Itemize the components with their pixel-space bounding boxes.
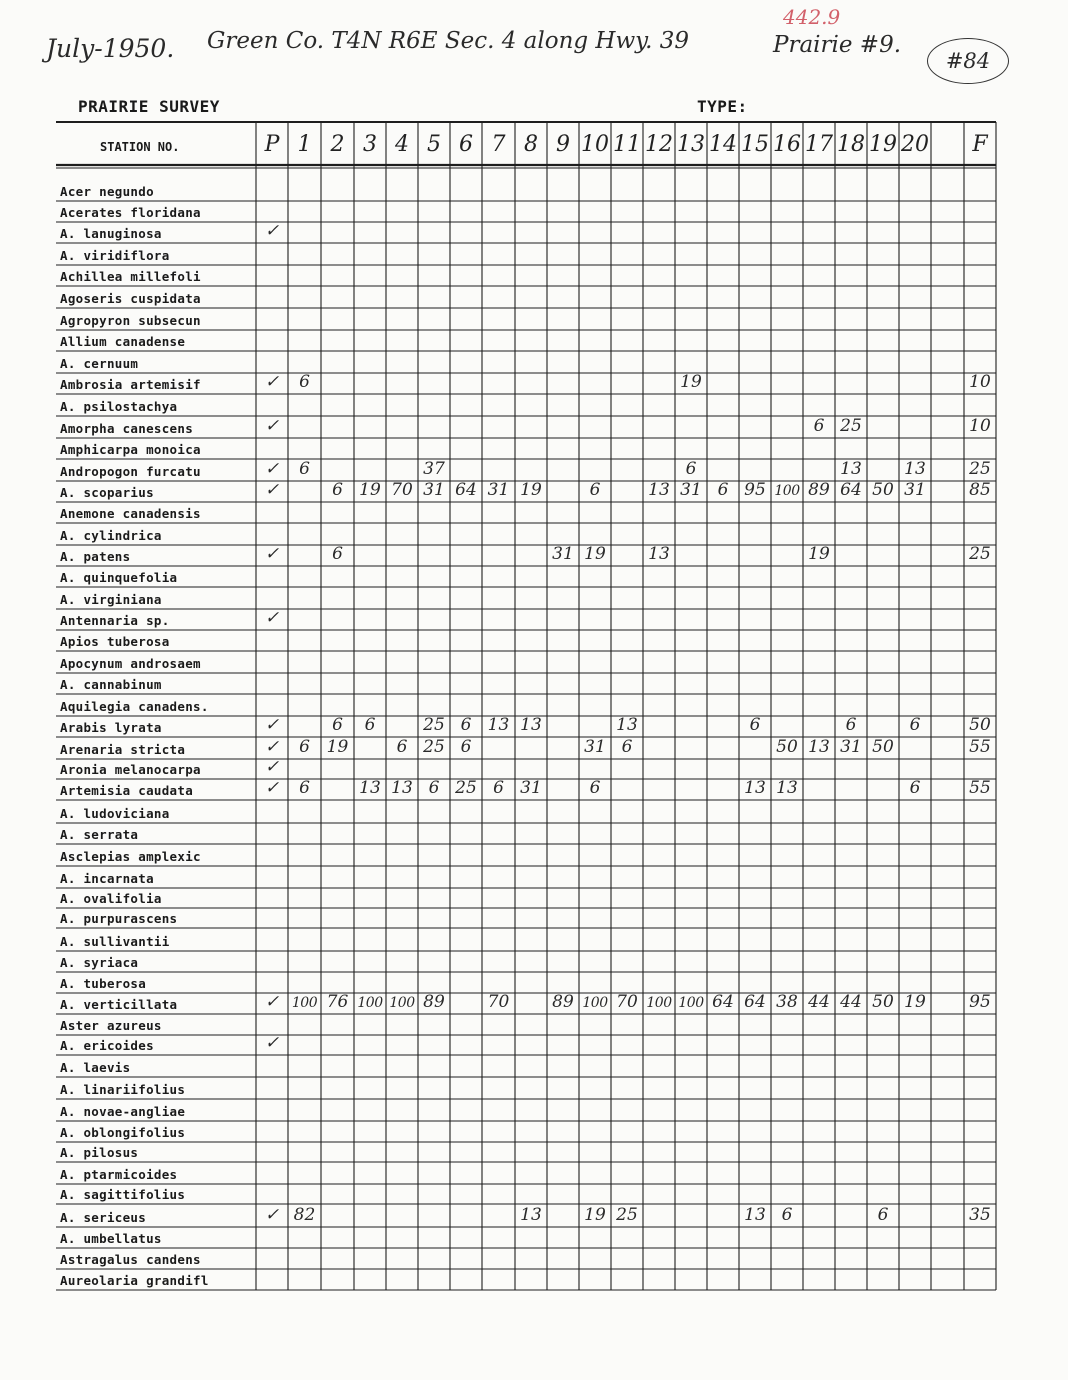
column-header-3: 3 [363,132,377,157]
station-value: 19 [520,480,542,500]
species-name: A. verticillata [60,997,178,1012]
station-value: 6 [749,715,761,735]
station-value: 64 [840,480,862,500]
species-name: Aureolaria grandifl [60,1273,209,1288]
station-value: 31 [423,480,445,500]
station-value: 70 [616,992,638,1012]
prairie-label: Prairie #9. [773,32,902,58]
frequency-value: 10 [969,372,991,392]
column-header-6: 6 [459,132,473,157]
station-value: 19 [326,737,349,757]
species-name: A. tuberosa [60,976,147,991]
station-value: 25 [423,737,445,757]
species-name: A. viridiflora [60,248,170,263]
station-value: 6 [493,778,504,798]
species-name: A. virginiana [60,592,162,607]
species-name: A. cernuum [60,356,139,371]
frequency-value: 95 [969,992,991,1012]
species-name: Agropyron subsecun [60,313,201,328]
station-value: 6 [332,715,343,735]
survey-location: Green Co. T4N R6E Sec. 4 along Hwy. 39 [207,28,689,54]
presence-mark: ✓ [264,372,280,392]
station-header: STATION NO. [100,140,180,154]
station-value: 6 [781,1205,793,1225]
species-name: Asclepias amplexic [60,849,201,864]
presence-mark: ✓ [264,480,280,500]
station-value: 25 [423,715,445,735]
station-value: 6 [845,715,857,735]
station-value: 6 [621,737,633,757]
frequency-value: 50 [969,715,991,735]
species-name: A. quinquefolia [60,570,178,585]
station-value: 19 [584,1205,606,1225]
frequency-value: 25 [969,544,991,564]
column-header-P: P [264,132,280,157]
species-name: Andropogon furcatu [60,464,201,479]
station-value: 6 [299,372,310,392]
station-value: 44 [808,992,830,1012]
station-value: 13 [648,480,670,500]
station-value: 6 [428,778,440,798]
species-name: A. ludoviciana [60,806,170,821]
station-value: 100 [357,995,383,1011]
species-name: Anemone canadensis [60,506,201,521]
station-value: 6 [589,778,601,798]
station-value: 31 [840,737,862,757]
species-name: A. linariifolius [60,1082,186,1097]
station-value: 6 [717,480,729,500]
species-name: A. incarnata [60,871,154,886]
column-header-4: 4 [395,132,409,157]
frequency-value: 35 [969,1205,991,1225]
station-value: 70 [391,480,413,500]
station-value: 6 [589,480,601,500]
stamp-text: #84 [945,49,991,73]
species-name: A. scoparius [60,485,154,500]
station-value: 6 [460,715,472,735]
station-value: 19 [359,480,381,500]
column-header-10: 10 [581,132,609,157]
presence-mark: ✓ [264,778,280,798]
presence-mark: ✓ [264,544,280,564]
station-value: 38 [776,992,798,1012]
frequency-value: 25 [969,459,991,479]
column-header-11: 11 [613,132,641,157]
presence-mark: ✓ [264,459,280,479]
station-value: 64 [455,480,477,500]
station-value: 31 [584,737,606,757]
station-value: 13 [744,778,766,798]
station-value: 6 [396,737,408,757]
column-header-17: 17 [805,132,833,157]
station-value: 31 [520,778,542,798]
column-header-9: 9 [556,132,570,157]
column-header-20: 20 [901,132,929,157]
station-value: 25 [840,416,862,436]
station-value: 13 [776,778,798,798]
station-value: 6 [299,778,310,798]
presence-mark: ✓ [264,1205,280,1225]
station-value: 25 [616,1205,638,1225]
column-header-1: 1 [297,132,312,157]
station-value: 13 [520,1205,542,1225]
presence-mark: ✓ [264,1033,280,1053]
species-name: A. novae-angliae [60,1104,186,1119]
column-header-16: 16 [773,132,801,157]
species-name: Acer negundo [60,184,154,199]
station-value: 76 [326,992,349,1012]
station-value: 6 [685,459,697,479]
station-value: 6 [909,715,921,735]
species-name: Artemisia caudata [60,783,194,798]
species-name: Achillea millefoli [60,269,201,284]
species-name: A. cylindrica [60,528,162,543]
species-name: Aster azureus [60,1018,162,1033]
species-name: A. sagittifolius [60,1187,186,1202]
station-value: 89 [423,992,445,1012]
station-value: 13 [648,544,670,564]
species-name: Aronia melanocarpa [60,762,201,777]
species-name: Antennaria sp. [60,613,170,628]
station-value: 6 [909,778,921,798]
station-value: 100 [678,995,704,1011]
presence-mark: ✓ [264,715,280,735]
frequency-value: 85 [969,480,991,500]
station-value: 64 [744,992,766,1012]
station-value: 100 [646,995,672,1011]
station-value: 89 [552,992,574,1012]
column-header-15: 15 [741,132,769,157]
station-value: 19 [904,992,926,1012]
species-name: Amphicarpa monoica [60,442,201,457]
station-value: 19 [808,544,830,564]
station-value: 6 [299,737,310,757]
station-value: 70 [487,992,510,1012]
species-name: A. ovalifolia [60,891,162,906]
species-name: Arenaria stricta [60,742,186,757]
column-header-8: 8 [524,132,538,157]
presence-mark: ✓ [264,221,280,241]
species-name: Allium canadense [60,334,186,349]
column-header-5: 5 [427,132,441,157]
species-name: Astragalus candens [60,1252,201,1267]
station-value: 13 [487,715,510,735]
species-name: Agoseris cuspidata [60,291,201,306]
station-value: 6 [332,480,343,500]
species-name: A. sericeus [60,1210,147,1225]
species-name: Aquilegia canadens. [60,699,209,714]
station-value: 6 [332,544,343,564]
species-name: Arabis lyrata [60,720,162,735]
station-value: 13 [520,715,542,735]
form-title: PRAIRIE SURVEY [78,97,220,116]
species-name: A. patens [60,549,131,564]
station-value: 44 [840,992,862,1012]
species-name: Apocynum androsaem [60,656,201,671]
station-value: 50 [872,737,894,757]
station-value: 50 [776,737,798,757]
station-value: 6 [813,416,825,436]
column-header-2: 2 [330,132,345,157]
species-name: Amorpha canescens [60,421,194,436]
species-name: A. pilosus [60,1145,139,1160]
station-value: 50 [872,480,894,500]
station-value: 82 [293,1205,316,1225]
station-value: 95 [744,480,766,500]
species-name: Apios tuberosa [60,634,170,649]
station-value: 19 [680,372,702,392]
species-name: A. psilostachya [60,399,178,414]
species-name: A. lanuginosa [60,226,162,241]
presence-mark: ✓ [264,737,280,757]
species-name: A. purpurascens [60,911,178,926]
station-value: 6 [299,459,310,479]
station-value: 31 [487,480,510,500]
station-value: 6 [460,737,472,757]
species-name: A. serrata [60,827,139,842]
station-value: 50 [872,992,894,1012]
presence-mark: ✓ [264,416,280,436]
presence-mark: ✓ [264,757,280,777]
station-value: 13 [904,459,926,479]
station-value: 89 [808,480,830,500]
station-value: 100 [389,995,415,1011]
column-header-18: 18 [837,132,865,157]
frequency-value: 10 [969,416,991,436]
presence-mark: ✓ [264,992,280,1012]
station-value: 6 [877,1205,889,1225]
station-value: 19 [584,544,606,564]
column-header-13: 13 [677,132,705,157]
station-value: 13 [808,737,830,757]
species-name: Ambrosia artemisif [60,377,201,392]
station-value: 6 [364,715,376,735]
station-value: 13 [840,459,862,479]
station-value: 31 [680,480,702,500]
species-name: A. oblongifolius [60,1125,186,1140]
station-value: 13 [616,715,638,735]
type-label: TYPE: [697,97,748,116]
species-name: A. laevis [60,1060,131,1075]
species-name: A. syriaca [60,955,139,970]
species-name: A. ptarmicoides [60,1167,178,1182]
column-header-14: 14 [709,132,737,157]
station-value: 100 [582,995,608,1011]
station-value: 13 [391,778,413,798]
column-header-12: 12 [645,132,673,157]
station-value: 64 [712,992,734,1012]
station-value: 13 [359,778,381,798]
species-name: Acerates floridana [60,205,201,220]
station-value: 31 [552,544,574,564]
station-value: 13 [744,1205,766,1225]
species-name: A. sullivantii [60,934,170,949]
station-value: 37 [423,459,445,479]
column-header-7: 7 [491,132,506,157]
station-value: 100 [774,483,800,499]
station-value: 25 [455,778,477,798]
presence-mark: ✓ [264,608,280,628]
reference-number: 442.9 [783,5,841,29]
species-name: A. ericoides [60,1038,154,1053]
column-header-F: F [972,132,988,157]
station-value: 31 [904,480,926,500]
station-value: 100 [291,995,318,1011]
column-header-19: 19 [869,132,897,157]
survey-date: July-1950. [46,34,175,63]
species-name: A. umbellatus [60,1231,162,1246]
species-name: A. cannabinum [60,677,162,692]
frequency-value: 55 [969,778,991,798]
frequency-value: 55 [969,737,991,757]
